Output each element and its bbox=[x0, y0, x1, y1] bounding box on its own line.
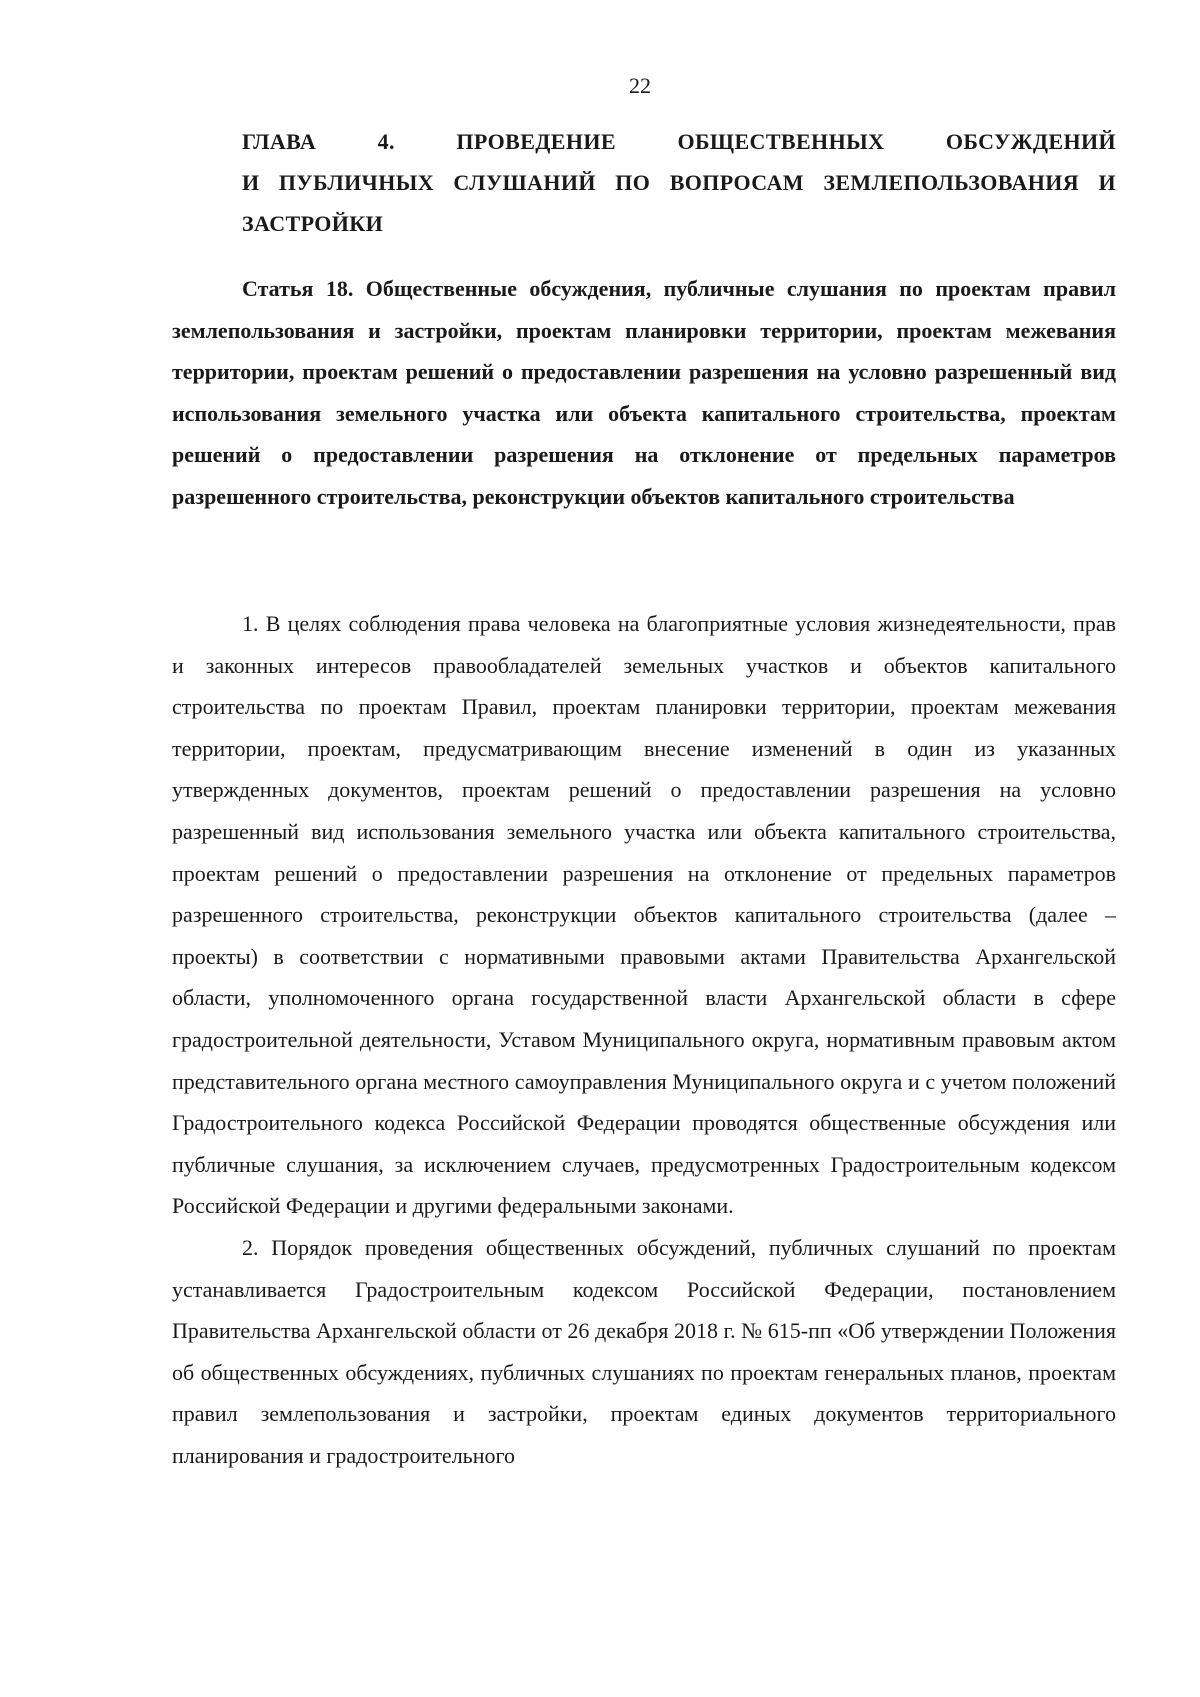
chapter-heading bbox=[242, 121, 1116, 244]
chapter-heading-rest: И ПУБЛИЧНЫХ СЛУШАНИЙ ПО ВОПРОСАМ ЗЕМЛЕПОЛЬЗОВАНИЯ И ЗАСТРОЙКИ bbox=[242, 170, 1116, 236]
page-number: 22 bbox=[629, 73, 651, 98]
article-title: Статья 18. Общественные обсуждения, публичные слушания по проектам правил землепользования и застройки, проектам планировки территории, проектам межевания территории, проектам решений о предоставлении разрешения на условно разрешенный вид использования земельного участка или объекта капитального строительства, проектам решений о предоставлении разрешения на отклонение от предельных параметров разрешенного строительства, реконструкции объектов капитального строительства bbox=[172, 276, 1116, 509]
body-text bbox=[172, 603, 1116, 1476]
chapter-heading-line1: ГЛАВА 4. ПРОВЕДЕНИЕ ОБЩЕСТВЕННЫХ ОБСУЖДЕНИЙ bbox=[242, 129, 1116, 154]
paragraph-2: 2. Порядок проведения общественных обсуждений, публичных слушаний по проектам устанавливается Градостроительным кодексом Российской Федерации, постановлением Правительства Архангельской области от 26 декабря 2018 г. № 615-пп «Об утверждении Положения об общественных обсуждениях, публичных слушаниях по проектам генеральных планов, проектам правил землепользования и застройки, проектам единых документов территориального планирования и градостроительного bbox=[172, 1234, 1116, 1468]
paragraph-1: 1. В целях соблюдения права человека на благоприятные условия жизнедеятельности, прав и законных интересов правообладателей земельных участков и объектов капитального строительства по проектам Правил, проектам планировки территории, проектам межевания территории, проектам, предусматривающим внесение изменений в один из указанных утвержденных документов, проектам решений о предоставлении разрешения на условно разрешенный вид использования земельного участка или объекта капитального строительства, проектам решений о предоставлении разрешения на отклонение от предельных параметров разрешенного строительства, реконструкции объектов капитального строительства (далее – проекты) в соответствии с нормативными правовыми актами Правительства Архангельской области, уполномоченного органа государственной власти Архангельской области в сфере градостроительной деятельности, Уставом Муниципального округа, нормативным правовым актом представительного органа местного самоуправления Муниципального округа и с учетом положений Градостроительного кодекса Российской Федерации проводятся общественные обсуждения или публичные слушания, за исключением случаев, предусмотренных Градостроительным кодексом Российской Федерации и другими федеральными законами. bbox=[172, 611, 1116, 1219]
